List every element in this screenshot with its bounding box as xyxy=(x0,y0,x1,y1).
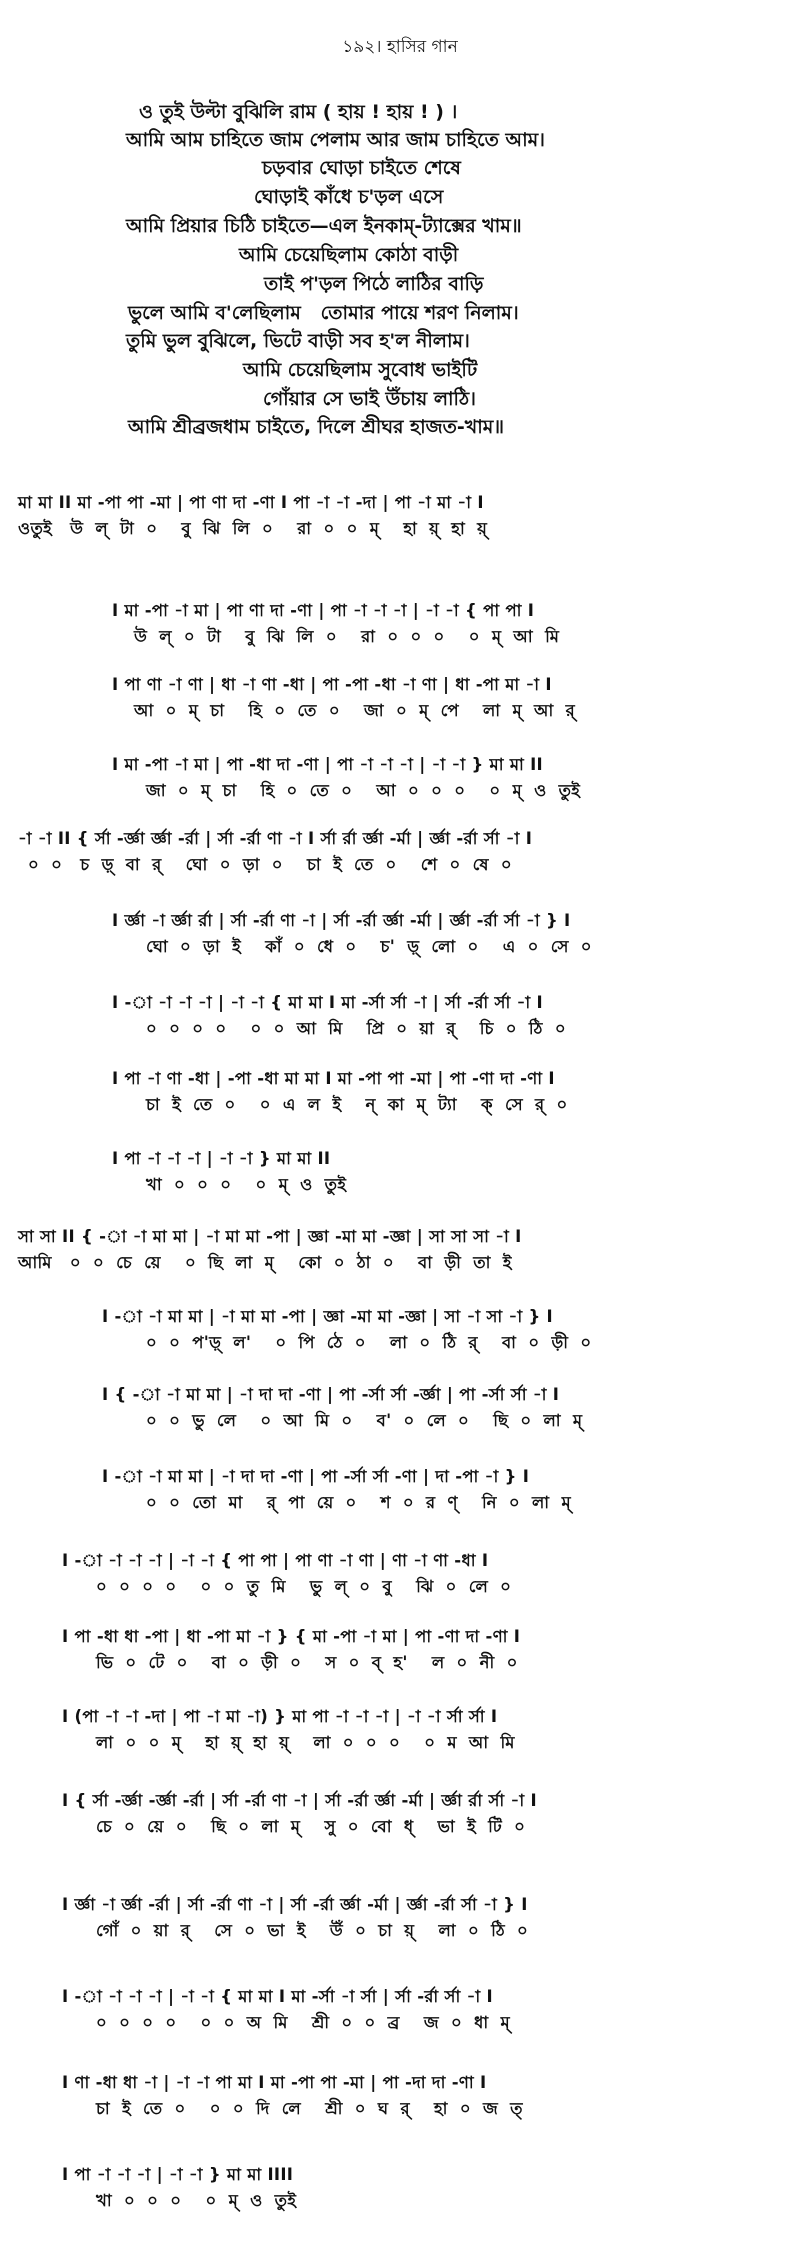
swara-line: I পা -া -া -া | -া -া } মা মা II xyxy=(112,1149,331,1168)
swara-line: -া -া II { র্সা -র্জ্ঞা র্জ্ঞা -র্রা | র্সা -র্রা ণা -া I র্সা র্রা র্জ্ঞা -র্মা | র্জ্ঞা -র্রা র্সা -া I xyxy=(18,829,533,848)
lyric-line: ঘোড়াই কাঁধে চ'ড়ল এসে xyxy=(254,186,444,208)
syllable-line: চা ই তে ০ ০ এ ল ই ন্ কা ম্ ট্যা ক্ সে র্ ০ xyxy=(146,1095,568,1114)
syllable-line: ঘো ০ ড়া ই কাঁ ০ ধে ০ চ' ড়্ লো ০ এ ০ সে ০ xyxy=(146,937,592,956)
syllable-line: আ ০ ম্ চা হি ০ তে ০ জা ০ ম্ পে লা ম্ আ র্ xyxy=(134,701,576,720)
syllable-line: ০ ০ ০ ০ ০ ০ তু মি ভু ল্ ০ বু ঝি ০ লে ০ xyxy=(96,1577,512,1596)
lyric-line: ও তুই উল্টা বুঝিলি রাম ( হায় ! হায় ! ) । xyxy=(139,101,458,123)
syllable-line: খা ০ ০ ০ ০ ম্ ও তুই xyxy=(96,2191,297,2210)
lyric-line: গোঁয়ার সে ভাই উঁচায় লাঠি। xyxy=(263,388,476,410)
syllable-line: ০ ০ ০ ০ ০ ০ অ মি শ্রী ০ ০ ব্র জ ০ ধা ম্ xyxy=(96,2013,510,2032)
swara-line: I (পা -া -া -দা | পা -া মা -া) } মা পা -া -া -া | -া -া র্সা র্সা I xyxy=(62,1707,498,1726)
syllable-line: ০ ০ চ ড়্ বা র্ ঘো ০ ড়া ০ চা ই তে ০ শে ০ ষে ০ xyxy=(28,855,512,874)
lyric-line: তাই প'ড়ল পিঠে লাঠির বাড়ি xyxy=(264,273,484,295)
syllable-line: লা ০ ০ ম্ হা য়্ হা য়্ লা ০ ০ ০ ০ ম আ মি xyxy=(96,1733,515,1752)
lyric-line: আমি শ্রীব্রজধাম চাইতে, দিলে শ্রীঘর হাজত-খাম॥ xyxy=(128,416,505,438)
syllable-line: আমি ০ ০ চে য়ে ০ ছি লা ম্ কো ০ ঠা ০ বা ড়ী তা ই xyxy=(18,1253,512,1272)
syllable-line: ০ ০ ০ ০ ০ ০ আ মি প্রি ০ য়া র্ চি ০ ঠি ০ xyxy=(146,1019,566,1038)
syllable-line: ভি ০ টে ০ বা ০ ড়ী ০ স ০ ব্ হ' ল ০ নী ০ xyxy=(96,1653,518,1672)
syllable-line: ০ ০ তো মা র্ পা য়ে ০ শ ০ র ণ্ নি ০ লা ম্ xyxy=(146,1493,571,1512)
lyric-line: ভুলে আমি ব'লেছিলাম তোমার পায়ে শরণ নিলাম। xyxy=(128,302,519,324)
swara-line: I পা -া -া -া | -া -া } মা মা IIII xyxy=(62,2165,294,2184)
swara-line: I -া -া -া -া | -া -া { পা পা | পা ণা -া ণা | ণা -া ণা -ধা I xyxy=(62,1551,489,1570)
lyric-line: আমি চেয়েছিলাম সুবোধ ভাইটি xyxy=(243,359,478,381)
lyric-line: তুমি ভুল বুঝিলে, ভিটে বাড়ী সব হ'ল নীলাম। xyxy=(126,330,470,352)
song-title: ১৯২। হাসির গান xyxy=(342,37,458,57)
syllable-line: চে ০ য়ে ০ ছি ০ লা ম্ সু ০ বো ধ্ ভা ই টি ০ xyxy=(96,1817,526,1836)
swara-line: মা মা II মা -পা পা -মা | পা ণা দা -ণা I পা -া -া -দা | পা -া মা -া I xyxy=(18,493,484,512)
lyric-line: আমি প্রিয়ার চিঠি চাইতে—এল ইনকাম্-ট্যাক্সের খাম॥ xyxy=(126,215,522,237)
swara-line: I { র্সা -র্জ্ঞা -র্জ্ঞা -র্রা | র্সা -র্রা ণা -া | র্সা -র্রা র্জ্ঞা -র্মা | র্জ্ঞা র্রা র্সা -া I xyxy=(62,1791,537,1810)
lyric-line: আমি আম চাহিতে জাম পেলাম আর জাম চাহিতে আম। xyxy=(126,129,545,151)
swara-line: I পা ণা -া ণা | ধা -া ণা -ধা | পা -পা -ধা -া ণা | ধা -পা মা -া I xyxy=(112,675,552,694)
swara-line: I র্জ্ঞা -া র্জ্ঞা -র্রা | র্সা -র্রা ণা -া | র্সা -র্রা র্জ্ঞা -র্মা | র্জ্ঞা -র্রা র্সা -া } I xyxy=(62,1895,528,1914)
syllable-line: খা ০ ০ ০ ০ ম্ ও তুই xyxy=(146,1175,347,1194)
swara-line: সা সা II { -া -া মা মা | -া মা মা -পা | জ্ঞা -মা মা -জ্ঞা | সা সা সা -া I xyxy=(18,1227,522,1246)
swara-line: I -া -া মা মা | -া দা দা -ণা | পা -র্সা র্সা -ণা | দা -পা -া } I xyxy=(102,1467,530,1486)
syllable-line: ০ ০ ভু লে ০ আ মি ০ ব' ০ লে ০ ছি ০ লা ম্ xyxy=(146,1411,583,1430)
swara-line: I র্জ্ঞা -া র্জ্ঞা র্রা | র্সা -র্রা ণা -া | র্সা -র্রা র্জ্ঞা -র্মা | র্জ্ঞা -র্রা র্সা -া } I xyxy=(112,911,571,930)
lyric-line: আমি চেয়েছিলাম কোঠা বাড়ী xyxy=(239,244,459,266)
swara-line: I পা -ধা ধা -পা | ধা -পা মা -া } { মা -পা -া মা | পা -ণা দা -ণা I xyxy=(62,1627,521,1646)
syllable-line: গোঁ ০ য়া র্ সে ০ ভা ই উঁ ০ চা য়্ লা ০ ঠি ০ xyxy=(96,1921,529,1940)
swara-line: I -া -া মা মা | -া মা মা -পা | জ্ঞা -মা মা -জ্ঞা | সা -া সা -া } I xyxy=(102,1307,553,1326)
swara-line: I মা -পা -া মা | পা ণা দা -ণা | পা -া -া -া | -া -া { পা পা I xyxy=(112,601,535,620)
swara-line: I ণা -ধা ধা -া | -া -া পা মা I মা -পা পা -মা | পা -দা দা -ণা I xyxy=(62,2073,487,2092)
swara-line: I মা -পা -া মা | পা -ধা দা -ণা | পা -া -া -া | -া -া } মা মা II xyxy=(112,755,544,774)
lyric-line: চড়বার ঘোড়া চাইতে শেষে xyxy=(262,157,461,179)
swara-line: I পা -া ণা -ধা | -পা -ধা মা মা I মা -পা পা -মা | পা -ণা দা -ণা I xyxy=(112,1069,555,1088)
swara-line: I { -া -া মা মা | -া দা দা -ণা | পা -র্সা র্সা -র্জ্ঞা | পা -র্সা র্সা -া I xyxy=(102,1385,560,1404)
syllable-line: ০ ০ প'ড়্ ল' ০ পি ঠে ০ লা ০ ঠি র্ বা ০ ড়ী ০ xyxy=(146,1333,592,1352)
swara-line: I -া -া -া -া | -া -া { মা মা I মা -র্সা র্সা -া | র্সা -র্রা র্সা -া I xyxy=(112,993,543,1012)
syllable-line: জা ০ ম্ চা হি ০ তে ০ আ ০ ০ ০ ০ ম্ ও তুই xyxy=(146,781,581,800)
syllable-line: চা ই তে ০ ০ ০ দি লে শ্রী ০ ঘ র্ হা ০ জ ত্ xyxy=(96,2099,523,2118)
syllable-line: ওতুই উ ল্ টা ০ বু ঝি লি ০ রা ০ ০ ম্ হা য়্ হা য়্ xyxy=(18,519,488,538)
swara-line: I -া -া -া -া | -া -া { মা মা I মা -র্সা -া র্সা | র্সা -র্রা র্সা -া I xyxy=(62,1987,493,2006)
syllable-line: উ ল্ ০ টা বু ঝি লি ০ রা ০ ০ ০ ০ ম্ আ মি xyxy=(134,627,560,646)
